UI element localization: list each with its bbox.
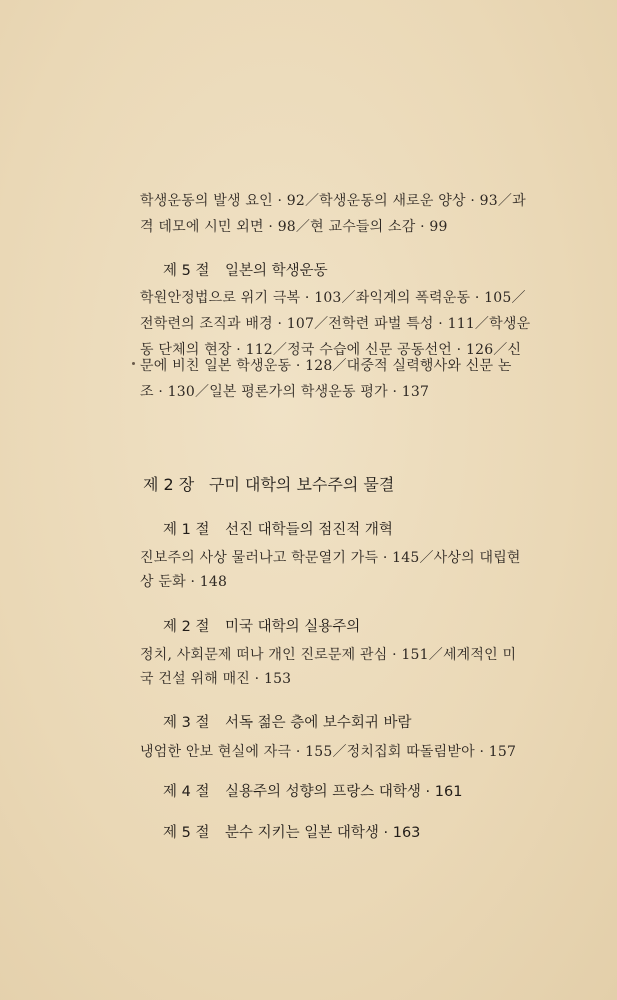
section-heading (163, 615, 360, 636)
toc-body-line: 국 건설 위해 매진 · 153 (140, 671, 292, 687)
chapter-number: 제 2 장 (143, 475, 195, 494)
section-heading (163, 259, 328, 280)
section-title: 선진 대학들의 점진적 개혁 (225, 522, 393, 538)
toc-body-line: 학원안정법으로 위기 극복 · 103／좌익계의 폭력운동 · 105／ (140, 290, 526, 306)
chapter-heading (143, 472, 394, 495)
toc-body-line: 정치, 사회문제 떠나 개인 진로문제 관심 · 151／세계적인 미 (140, 647, 517, 663)
section-number: 제 2 절 (163, 619, 210, 635)
toc-body-line: 학생운동의 발생 요인 · 92／학생운동의 새로운 양상 · 93／과 (140, 193, 526, 209)
toc-body-line: 전학련의 조직과 배경 · 107／전학련 파벌 특성 · 111／학생운 (140, 316, 531, 332)
ink-speck (132, 362, 135, 365)
section-number: 제 4 절 (163, 784, 210, 800)
toc-body-line: 조 · 130／일본 평론가의 학생운동 평가 · 137 (140, 384, 430, 400)
toc-body-line: 문에 비친 일본 학생운동 · 128／대중적 실력행사와 신문 논 (140, 358, 512, 374)
toc-body-line: 동 단체의 현장 · 112／정국 수습에 신문 공동선언 · 126／신 (140, 342, 522, 358)
section-title: 미국 대학의 실용주의 (225, 619, 361, 635)
chapter-title: 구미 대학의 보수주의 물결 (209, 475, 395, 494)
toc-body-line: 상 둔화 · 148 (140, 574, 228, 590)
section-number: 제 1 절 (163, 522, 210, 538)
section-number: 제 3 절 (163, 715, 210, 731)
section-heading (163, 821, 420, 842)
toc-body-line: 진보주의 사상 물러나고 학문열기 가득 · 145／사상의 대립현 (140, 550, 521, 566)
section-heading (163, 518, 393, 539)
section-title: 일본의 학생운동 (225, 263, 328, 279)
section-title: 실용주의 성향의 프랑스 대학생 · 161 (225, 784, 463, 800)
section-heading (163, 711, 412, 732)
section-title: 서독 젊은 층에 보수회귀 바람 (225, 715, 412, 731)
section-number: 제 5 절 (163, 263, 210, 279)
section-title: 분수 지키는 일본 대학생 · 163 (225, 825, 421, 841)
section-number: 제 5 절 (163, 825, 210, 841)
section-heading (163, 780, 462, 801)
toc-body-line: 격 데모에 시민 외면 · 98／현 교수들의 소감 · 99 (140, 219, 448, 235)
toc-body-line: 냉엄한 안보 현실에 자극 · 155／정치집회 따돌림받아 · 157 (140, 744, 517, 760)
